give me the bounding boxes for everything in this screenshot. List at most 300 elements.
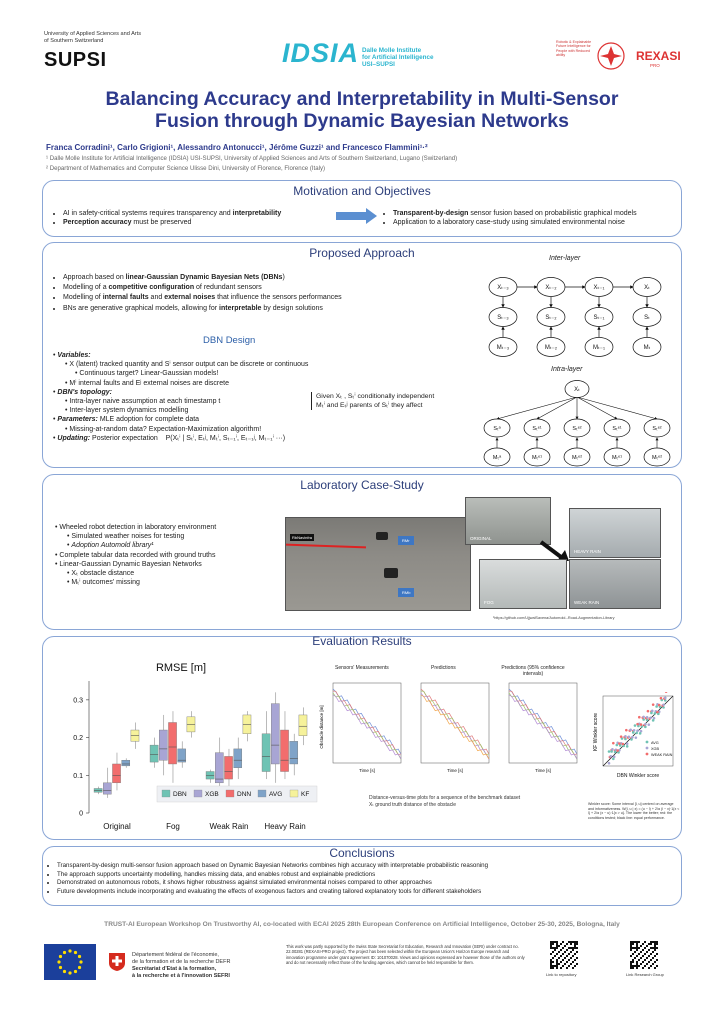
line-xlabel: Time [s] bbox=[359, 768, 375, 773]
scatter-point bbox=[652, 703, 655, 706]
qr-module bbox=[558, 945, 560, 947]
scatter-point bbox=[658, 704, 661, 707]
qr-module bbox=[632, 959, 634, 961]
qr-module bbox=[552, 961, 554, 963]
lab-b2: Complete tabular data recorded with ground truths bbox=[59, 551, 216, 559]
line-caption-2: Xₜ ground truth distance of the obstacle bbox=[369, 802, 457, 808]
scatter-point bbox=[662, 703, 665, 706]
robot-1 bbox=[376, 532, 388, 540]
qr-module bbox=[576, 957, 578, 959]
qr-module bbox=[652, 947, 654, 949]
qr-module bbox=[656, 941, 658, 943]
qr-module bbox=[634, 941, 636, 943]
motivation-left-list bbox=[53, 209, 343, 227]
inter-node-label: Sₜ₋₂ bbox=[545, 315, 557, 322]
qr-module bbox=[648, 967, 650, 969]
motivation-right-item: • Application to a laboratory case-study using simulated environmental noise bbox=[393, 218, 683, 227]
scatter-point bbox=[624, 735, 627, 738]
var1a: Continuous target? Linear-Gaussian models! bbox=[79, 370, 219, 378]
qr-module bbox=[560, 967, 562, 969]
qr-module bbox=[570, 943, 572, 945]
qr-module bbox=[636, 963, 638, 965]
intra-m-label: Mₜᵉ² bbox=[571, 455, 583, 461]
qr-module bbox=[654, 941, 656, 943]
scatter-point bbox=[610, 750, 613, 753]
eu-star bbox=[74, 951, 77, 954]
intra-m-label: Mₜᵉ¹ bbox=[611, 455, 623, 461]
given2: Mₜⁱ and Eₜʲ parents of Sₜⁱ they affect bbox=[316, 402, 423, 409]
box-avg bbox=[290, 741, 298, 764]
qr-module bbox=[634, 951, 636, 953]
weather-heavy-rain bbox=[569, 508, 661, 558]
qr2-label[interactable]: Link Research Group bbox=[626, 972, 664, 977]
qr-module bbox=[574, 945, 576, 947]
intra-edge bbox=[497, 397, 577, 419]
qr-module bbox=[636, 967, 638, 969]
scatter-legend-label: AVG bbox=[651, 741, 659, 745]
qr-module bbox=[654, 967, 656, 969]
box-dnn bbox=[280, 730, 288, 771]
approach-title: Proposed Approach bbox=[309, 246, 415, 260]
qr-module bbox=[552, 965, 554, 967]
qr-module bbox=[644, 941, 646, 943]
top2: Inter-layer system dynamics modelling bbox=[69, 407, 189, 415]
qr-module bbox=[648, 961, 650, 963]
supsi-affiliation bbox=[44, 31, 141, 45]
scatter-point bbox=[642, 716, 645, 719]
qr-module bbox=[648, 943, 650, 945]
qr-module bbox=[656, 965, 658, 967]
qr-module bbox=[572, 961, 574, 963]
lab-b1b: Adoption Automold library¹ bbox=[71, 542, 154, 550]
rexasi-tagline: Robotic & Explainable Future Intelligence for People with Reduced ability bbox=[556, 40, 592, 57]
legend-swatch bbox=[258, 790, 266, 797]
qr-module bbox=[652, 951, 654, 953]
qr-module bbox=[554, 947, 556, 949]
box-xgb bbox=[159, 730, 167, 760]
qr-module bbox=[576, 963, 578, 965]
intra-x-label: Xₜ bbox=[574, 387, 580, 393]
qr-module bbox=[654, 949, 656, 951]
var2: Mⁱ internal faults and Eʲ external noises are discrete bbox=[69, 379, 229, 387]
scatter-point bbox=[644, 723, 647, 726]
qr-module bbox=[640, 957, 642, 959]
legend-swatch bbox=[290, 790, 298, 797]
qr-module bbox=[570, 951, 572, 953]
qr-module bbox=[640, 945, 642, 947]
qr-module bbox=[574, 943, 576, 945]
intra-s-label: Sₜᵉ² bbox=[652, 426, 662, 432]
line-title-1: Sensors' Measurements bbox=[335, 665, 389, 671]
qr-module bbox=[656, 947, 658, 949]
scatter-xlabel: DBN Winkler score bbox=[616, 773, 660, 779]
qr-module bbox=[568, 941, 570, 943]
intra-m-label: Mₜᵃ bbox=[492, 455, 502, 461]
motivation-right-list bbox=[383, 209, 683, 227]
workshop-line: TRUST-AI European Workshop On Trustworthy AI, co-located with ECAI 2025 28th European Conference on Artificial Intelligence, October 25-30, 2025, Bologna, Italy bbox=[104, 921, 620, 928]
legend-label: DNN bbox=[237, 791, 252, 798]
qr-module bbox=[630, 941, 632, 943]
rmse-boxplot bbox=[51, 655, 319, 839]
scatter-ylabel: KF Winkler score bbox=[593, 712, 599, 752]
qr-module bbox=[636, 949, 638, 951]
scatter-point bbox=[632, 731, 635, 734]
scatter-point bbox=[612, 758, 615, 761]
lab-bullets: • Wheeled robot detection in laboratory environment • Simulated weather noises for testing • Adoption Automold library¹ • Complete tabular data recorded with ground truths • Linear-Gaussian Dynamic Bayesian Networks • Xₜ obstacle distance • Mₜⁱ outcomes' missing bbox=[55, 524, 217, 587]
qr-module bbox=[630, 947, 632, 949]
eu-flag-icon bbox=[44, 944, 96, 980]
category-label: Weak Rain bbox=[209, 822, 249, 831]
qr-module bbox=[576, 941, 578, 943]
qr-module bbox=[556, 965, 558, 967]
qr-code-icon[interactable] bbox=[630, 941, 658, 969]
parameters-label: Parameters: bbox=[57, 416, 98, 424]
qr-module bbox=[632, 967, 634, 969]
inter-node-label: Mₜ₋₂ bbox=[544, 345, 558, 352]
conclusion-item: • Transparent-by-design multi-sensor fusion approach based on Dynamic Bayesian Networks combines high accuracy with interpretable probabilistic reasoning bbox=[57, 862, 677, 871]
qr-module bbox=[552, 967, 554, 969]
qr-module bbox=[568, 959, 570, 961]
qr-module bbox=[634, 947, 636, 949]
lab-b1: Wheeled robot detection in laboratory environment bbox=[59, 524, 217, 531]
qr-module bbox=[654, 943, 656, 945]
dept2: de la formation et de la recherche DEFR bbox=[132, 959, 231, 965]
lab-photo bbox=[285, 517, 471, 611]
motivation-left-item: • Perception accuracy must be preserved bbox=[63, 218, 343, 227]
qr-module bbox=[570, 957, 572, 959]
updating-label: Updating: bbox=[57, 434, 91, 442]
qr-module bbox=[630, 963, 632, 965]
qr-module bbox=[654, 947, 656, 949]
dbn-design-body: • Variables: • X (latent) tracked quantity and Sⁱ sensor output can be discrete or continuous • Continuous target? Linear-Gaussian models! • Mⁱ internal faults and Eʲ external noises are discrete • DBN's topology: • Intra-layer naive assumption at each timestamp t • Inter-layer system dynamics modelling • Parameters: MLE adoption for complete data • Missing-at-random data? Expectation-Maximization algorithm! • Updating: Posterior expectation P(Xₜⁱ | Sₜⁱ, Eₜʲ, Mₜⁱ, Sₜ₋₁ⁱ, Eₜ₋₁ʲ, Mₜ₋₁ⁱ ···) bbox=[53, 352, 309, 442]
qr-module bbox=[576, 951, 578, 953]
box-xgb bbox=[271, 704, 279, 764]
qr-module bbox=[650, 959, 652, 961]
qr-module bbox=[564, 963, 566, 965]
qr-module bbox=[646, 957, 648, 959]
upd1: Posterior expectation bbox=[92, 434, 158, 442]
scatter-point bbox=[630, 738, 633, 741]
title-line1: Balancing Accuracy and Interpretability in Multi-Sensor bbox=[105, 88, 619, 110]
conclusions-section bbox=[42, 846, 682, 906]
intra-m-label: Mₜᵉ² bbox=[651, 455, 663, 461]
var1: X (latent) tracked quantity and Sⁱ sensor output can be discrete or continuous bbox=[69, 361, 309, 369]
inter-node-label: Sₜ₋₃ bbox=[497, 315, 509, 322]
qr-module bbox=[558, 963, 560, 965]
inter-layer-label: Inter-layer bbox=[549, 255, 581, 262]
qr-module bbox=[632, 943, 634, 945]
qr-module bbox=[642, 955, 644, 957]
qr-module bbox=[550, 941, 552, 943]
scatter-point bbox=[609, 755, 612, 758]
approach-bullet: • Modelling of internal faults and external noises that influence the sensors performances bbox=[63, 293, 443, 303]
qr-module bbox=[640, 963, 642, 965]
approach-bullet: • Modelling of a competitive configuration of redundant sensors bbox=[63, 283, 443, 293]
scatter-point bbox=[608, 762, 611, 765]
qr-module bbox=[646, 951, 648, 953]
weather-label: ORIGINAL bbox=[470, 536, 492, 541]
qr-code-icon[interactable] bbox=[550, 941, 578, 969]
line-title-2: Predictions bbox=[431, 665, 456, 671]
legend-swatch bbox=[162, 790, 170, 797]
dept3: Secrétariat d'Etat à la formation, bbox=[132, 966, 217, 972]
conclusion-item: • Future developments include incorporating and evaluating the effects of exogenous factors and creating tailored explanatory tools for different stakeholders bbox=[57, 888, 677, 897]
idsia-line2: for Artificial Intelligence bbox=[362, 54, 434, 62]
scatter-legend-dot bbox=[646, 753, 649, 756]
intra-m-label: Mₜᵉ¹ bbox=[531, 455, 543, 461]
box-dbn bbox=[150, 745, 158, 762]
weather-label: HEAVY RAIN bbox=[574, 549, 601, 554]
qr-module bbox=[636, 965, 638, 967]
arrow-right-icon bbox=[336, 208, 378, 224]
approach-bullets bbox=[53, 273, 443, 314]
box-kf bbox=[299, 715, 307, 736]
dept1: Département fédéral de l'économie, bbox=[132, 952, 219, 958]
dept4: à la recherche et à l'innovation SEFRI bbox=[132, 973, 230, 979]
qr-module bbox=[564, 945, 566, 947]
scatter-point bbox=[628, 735, 631, 738]
qr-module bbox=[556, 967, 558, 969]
weather-weak-rain bbox=[569, 559, 661, 609]
qr-module bbox=[630, 961, 632, 963]
box-xgb bbox=[215, 753, 223, 783]
intra-edge bbox=[577, 397, 617, 419]
par1a: Missing-at-random data? Expectation-Maximization algorithm! bbox=[69, 425, 262, 433]
authors: Franca Corradini¹, Carlo Grigioni¹, Alessandro Antonucci¹, Jérôme Guzzi¹ and Francesco Flammini¹·² bbox=[46, 143, 428, 152]
legend-swatch bbox=[226, 790, 234, 797]
results-section bbox=[42, 636, 682, 840]
qr-module bbox=[558, 951, 560, 953]
qr-module bbox=[564, 951, 566, 953]
qr-module bbox=[566, 949, 568, 951]
legend-label: AVG bbox=[269, 791, 283, 798]
photo-label-2: RMr bbox=[398, 536, 414, 545]
inter-node-label: Xₜ₋₂ bbox=[545, 285, 557, 292]
eu-star bbox=[59, 955, 62, 958]
scatter-legend-label: WEAK RAIN bbox=[651, 753, 673, 757]
scatter-point bbox=[629, 729, 632, 732]
idsia-text bbox=[362, 47, 434, 69]
lab-b3a: Xₜ obstacle distance bbox=[71, 570, 135, 578]
lab-b1a: Simulated weather noises for testing bbox=[71, 533, 185, 541]
qr-module bbox=[562, 965, 564, 967]
qr-module bbox=[572, 955, 574, 957]
idsia-logo: IDSIA bbox=[282, 38, 360, 68]
intra-s-label: Sₜᵃ bbox=[493, 426, 501, 432]
qr-module bbox=[650, 941, 652, 943]
weather-original bbox=[465, 497, 551, 545]
scatter-point bbox=[635, 732, 638, 735]
qr-module bbox=[630, 949, 632, 951]
qr-module bbox=[554, 955, 556, 957]
inter-node-label: Xₜ₋₁ bbox=[593, 285, 605, 292]
qr-module bbox=[634, 965, 636, 967]
inter-node-label: Mₜ bbox=[643, 345, 651, 352]
qr-module bbox=[630, 943, 632, 945]
qr-module bbox=[564, 957, 566, 959]
qr-module bbox=[566, 943, 568, 945]
qr-module bbox=[652, 963, 654, 965]
qr-module bbox=[554, 949, 556, 951]
variables-label: Variables: bbox=[57, 352, 91, 359]
qr-module bbox=[550, 959, 552, 961]
scatter-point bbox=[639, 732, 642, 735]
scatter-point bbox=[660, 697, 663, 700]
qr-module bbox=[570, 963, 572, 965]
qr1-label[interactable]: Link to repository bbox=[546, 972, 577, 977]
y-tick-label: 0 bbox=[79, 810, 83, 818]
qr-module bbox=[566, 967, 568, 969]
qr-module bbox=[556, 953, 558, 955]
funding-note: This work was partly supported by the Swiss State Secretariat for Education, Research and Innovation (SERI) under contract no. 22.00281 (REXASI-PRO project). The project has been selected within the European Union's Horizon Europe research and innovation programme under grant agreement ID: 101070028. Views and opinions expressed are however those of the authors only and do not necessarily reflect those of the funding agencies, which cannot be held responsible for them. bbox=[286, 944, 525, 966]
category-label: Original bbox=[103, 822, 131, 831]
qr-module bbox=[630, 945, 632, 947]
weather-label: FOG bbox=[484, 600, 494, 605]
qr-module bbox=[562, 947, 564, 949]
qr-module bbox=[556, 945, 558, 947]
qr-module bbox=[576, 943, 578, 945]
qr-module bbox=[656, 959, 658, 961]
qr-module bbox=[562, 953, 564, 955]
qr-module bbox=[638, 959, 640, 961]
qr-module bbox=[638, 953, 640, 955]
winkler-note: Winkler score: Some interval [l, u] centred on average and informativeness. W(l, u | x) = (u − l) + 2/α (l − x)·1{x < l} + 2/α (x − u)·1{x > u}. The lower the better; red: the conditions tested; black line: equal performance. bbox=[588, 802, 680, 820]
scatter-point bbox=[638, 716, 641, 719]
lab-title: Laboratory Case-Study bbox=[300, 478, 424, 492]
eu-star bbox=[68, 949, 71, 952]
par1: MLE adoption for complete data bbox=[99, 416, 200, 424]
dbn-design-title: DBN Design bbox=[203, 335, 256, 346]
line-ylabel: Obstacle distance [m] bbox=[319, 705, 324, 749]
lab-section bbox=[42, 474, 682, 630]
qr-module bbox=[556, 961, 558, 963]
qr-module bbox=[656, 953, 658, 955]
inter-node-label: Xₜ₋₃ bbox=[497, 285, 509, 292]
qr-module bbox=[562, 941, 564, 943]
scatter-point bbox=[620, 735, 623, 738]
winkler-scatter bbox=[591, 692, 676, 797]
qr-module bbox=[566, 961, 568, 963]
qr-module bbox=[654, 955, 656, 957]
motivation-right-item: • Transparent-by-design sensor fusion based on probabilistic graphical models bbox=[393, 209, 683, 218]
photo-label-3: RMb bbox=[398, 588, 414, 597]
title-line2: Fusion through Dynamic Bayesian Networks bbox=[155, 110, 569, 132]
box-avg bbox=[234, 749, 242, 768]
motivation-left-item: • AI in safety-critical systems requires transparency and interpretability bbox=[63, 209, 343, 218]
topology-brace bbox=[311, 392, 434, 410]
qr-module bbox=[550, 943, 552, 945]
inter-node-label: Xₜ bbox=[644, 285, 650, 292]
qr-module bbox=[650, 953, 652, 955]
line-xlabel: Time [s] bbox=[535, 768, 551, 773]
qr-module bbox=[566, 955, 568, 957]
qr-module bbox=[572, 967, 574, 969]
affiliation-1: ¹ Dalle Molle Institute for Artificial Intelligence (IDSIA) USI-SUPSI, University of Applied Sciences and Arts of Southern Switzerland, Lugano (Switzerland) bbox=[46, 155, 458, 162]
qr-module bbox=[560, 955, 562, 957]
topology-label: DBN's topology: bbox=[57, 388, 112, 396]
line-xlabel: Time [s] bbox=[447, 768, 463, 773]
box-xgb bbox=[103, 783, 111, 794]
qr-module bbox=[560, 943, 562, 945]
scatter-point bbox=[654, 712, 657, 715]
conclusions-title: Conclusions bbox=[329, 846, 395, 860]
intra-layer-diagram bbox=[481, 377, 676, 467]
eu-star bbox=[63, 951, 66, 954]
scatter-point bbox=[648, 723, 651, 726]
qr-module bbox=[568, 947, 570, 949]
legend-label: DBN bbox=[173, 791, 187, 798]
scatter-point bbox=[614, 751, 617, 754]
qr-module bbox=[642, 967, 644, 969]
qr-module bbox=[562, 959, 564, 961]
qr-module bbox=[550, 953, 552, 955]
qr-module bbox=[644, 959, 646, 961]
box-dnn bbox=[224, 756, 232, 779]
qr-module bbox=[630, 967, 632, 969]
qr-module bbox=[632, 953, 634, 955]
qr-module bbox=[638, 941, 640, 943]
qr-module bbox=[550, 965, 552, 967]
qr-module bbox=[656, 943, 658, 945]
idsia-line1: Dalle Molle Institute bbox=[362, 47, 422, 54]
qr-module bbox=[650, 943, 652, 945]
photo-label-1: RbNavinfra bbox=[292, 535, 313, 540]
qr-module bbox=[576, 947, 578, 949]
scatter-point bbox=[626, 742, 629, 745]
line-title-3: Predictions (95% confidence intervals) bbox=[501, 665, 565, 677]
line-caption-1: Distance-versus-time plots for a sequence of the benchmark dataset bbox=[369, 795, 521, 801]
scatter-point bbox=[615, 744, 618, 747]
y-tick-label: 0.3 bbox=[73, 697, 83, 705]
eu-star bbox=[78, 955, 81, 958]
qr-module bbox=[572, 941, 574, 943]
qr-module bbox=[570, 941, 572, 943]
qr-module bbox=[654, 961, 656, 963]
qr-module bbox=[560, 949, 562, 951]
scatter-point bbox=[618, 742, 621, 745]
qr-module bbox=[654, 945, 656, 947]
automold-url[interactable]: ¹https://github.com/UjjwalSaxena/Automold--Road-Augmentation-Library bbox=[493, 616, 615, 620]
qr-module bbox=[552, 951, 554, 953]
scatter-point bbox=[665, 692, 668, 693]
intra-s-label: Sₜᵉ¹ bbox=[612, 426, 622, 432]
qr-module bbox=[652, 941, 654, 943]
scatter-point bbox=[608, 750, 611, 753]
robot-2 bbox=[384, 568, 398, 578]
poster-title bbox=[0, 88, 724, 132]
results-title: Evaluation Results bbox=[312, 634, 412, 648]
qr-module bbox=[558, 957, 560, 959]
qr-module bbox=[650, 947, 652, 949]
scatter-point bbox=[636, 723, 639, 726]
eu-star bbox=[63, 970, 66, 973]
qr-module bbox=[556, 963, 558, 965]
eu-star bbox=[68, 971, 71, 974]
qr-module bbox=[636, 945, 638, 947]
box-avg bbox=[122, 760, 130, 766]
rexasi-logo: REXASI bbox=[636, 49, 681, 63]
qr-module bbox=[552, 941, 554, 943]
intra-edge bbox=[537, 397, 577, 419]
qr-module bbox=[646, 963, 648, 965]
inter-node-label: Sₜ₋₁ bbox=[593, 315, 605, 322]
approach-bullet: • BNs are generative graphical models, allowing for interpretable by design solutions bbox=[63, 304, 443, 314]
intra-s-label: Sₜᵉ¹ bbox=[532, 426, 542, 432]
scatter-point bbox=[646, 716, 649, 719]
qr-module bbox=[570, 947, 572, 949]
affiliation-2: ² Department of Mathematics and Computer Science Ulisse Dini, University of Florence, Florence (Italy) bbox=[46, 165, 326, 172]
qr-module bbox=[572, 949, 574, 951]
